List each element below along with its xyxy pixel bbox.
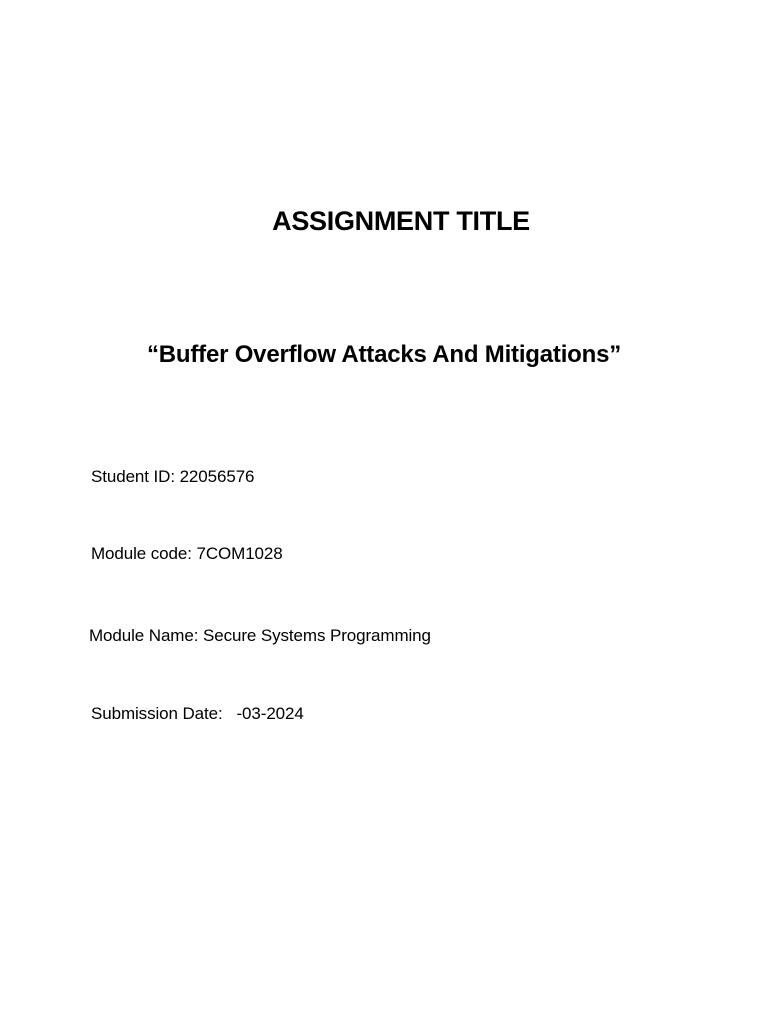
module-name-field: Module Name: Secure Systems Programming: [89, 626, 431, 645]
student-id-field: Student ID: 22056576: [91, 467, 255, 486]
assignment-title: “Buffer Overflow Attacks And Mitigations”: [146, 341, 622, 368]
module-code-field: Module code: 7COM1028: [91, 544, 283, 563]
submission-date-field: Submission Date: -03-2024: [91, 704, 304, 723]
assignment-heading: ASSIGNMENT TITLE: [272, 206, 530, 236]
